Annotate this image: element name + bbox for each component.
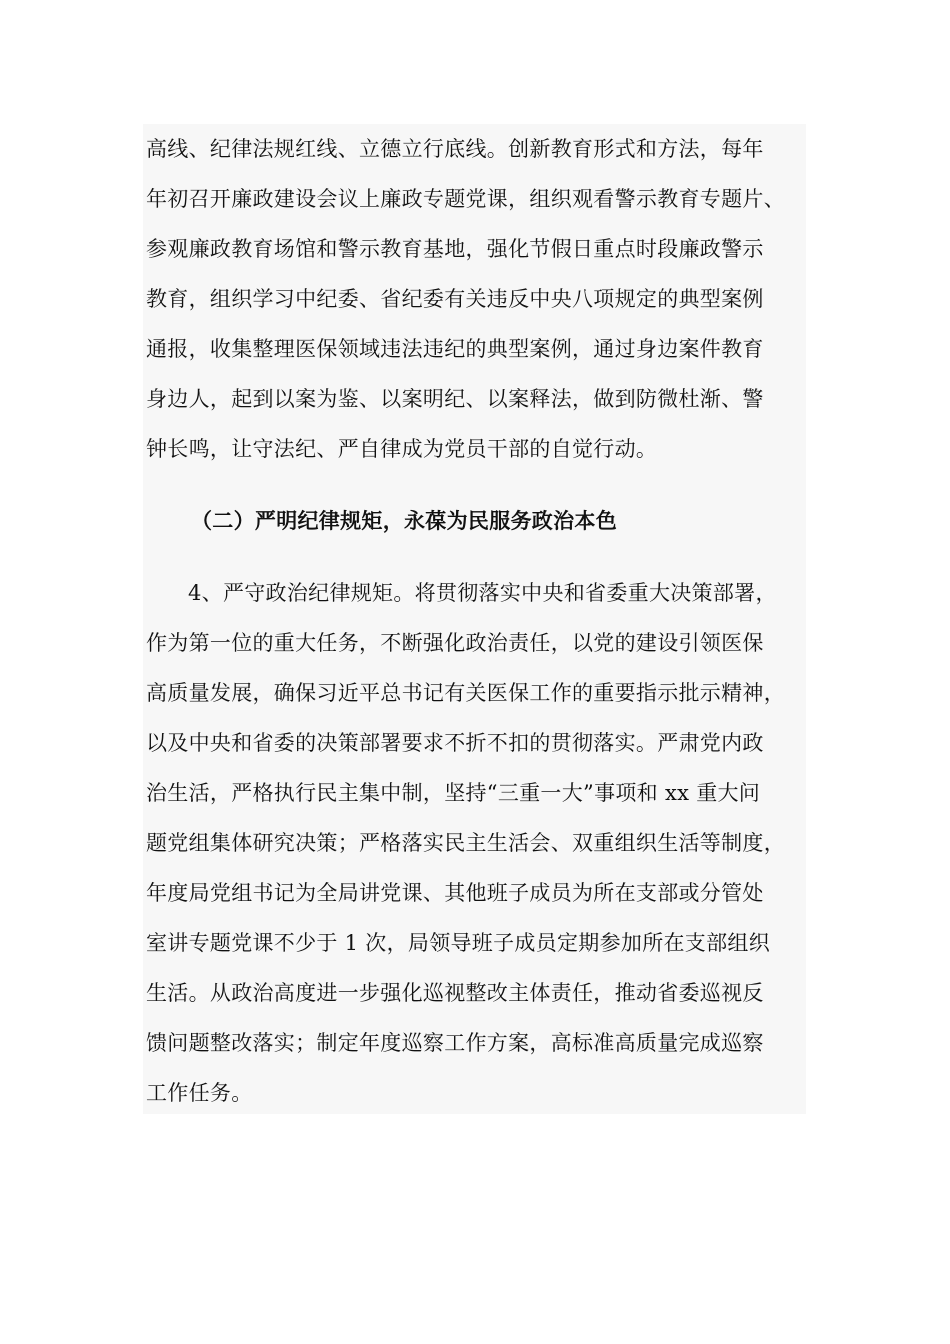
paragraph-line: 馈问题整改落实；制定年度巡察工作方案，高标准高质量完成巡察: [146, 1031, 764, 1055]
paragraph-line: 题党组集体研究决策；严格落实民主生活会、双重组织生活等制度，: [146, 831, 785, 855]
paragraph-line: 室讲专题党课不少于 1 次，局领导班子成员定期参加所在支部组织: [146, 931, 771, 955]
paragraph-line: 身边人，起到以案为鉴、以案明纪、以案释法，做到防微杜渐、警: [146, 387, 764, 411]
paragraph-line: 教育，组织学习中纪委、省纪委有关违反中央八项规定的典型案例: [146, 287, 764, 311]
paragraph-line: 作为第一位的重大任务，不断强化政治责任，以党的建设引领医保: [146, 631, 764, 655]
paragraph-line: 高质量发展，确保习近平总书记有关医保工作的重要指示批示精神，: [146, 681, 785, 705]
paragraph-line: 治生活，严格执行民主集中制，坚持“三重一大”事项和 xx 重大问: [146, 781, 761, 805]
paragraph-line: 高线、纪律法规红线、立德立行底线。创新教育形式和方法，每年: [146, 137, 764, 161]
paragraph-line: 以及中央和省委的决策部署要求不折不扣的贯彻落实。严肃党内政: [146, 731, 764, 755]
section-heading: （二）严明纪律规矩，永葆为民服务政治本色: [191, 508, 617, 533]
paragraph-line: 年初召开廉政建设会议上廉政专题党课，组织观看警示教育专题片、: [146, 187, 785, 211]
paragraph-line: 生活。从政治高度进一步强化巡视整改主体责任，推动省委巡视反: [146, 981, 764, 1005]
paragraph-line: 年度局党组书记为全局讲党课、其他班子成员为所在支部或分管处: [146, 881, 764, 905]
paragraph-line: 4、严守政治纪律规矩。将贯彻落实中央和省委重大决策部署，: [188, 581, 777, 605]
paragraph-line: 通报，收集整理医保领域违法违纪的典型案例，通过身边案件教育: [146, 337, 764, 361]
document-text-block: [143, 124, 806, 1114]
paragraph-line: 工作任务。: [146, 1081, 253, 1105]
paragraph-line: 参观廉政教育场馆和警示教育基地，强化节假日重点时段廉政警示: [146, 237, 764, 261]
paragraph-line: 钟长鸣，让守法纪、严自律成为党员干部的自觉行动。: [146, 437, 658, 461]
